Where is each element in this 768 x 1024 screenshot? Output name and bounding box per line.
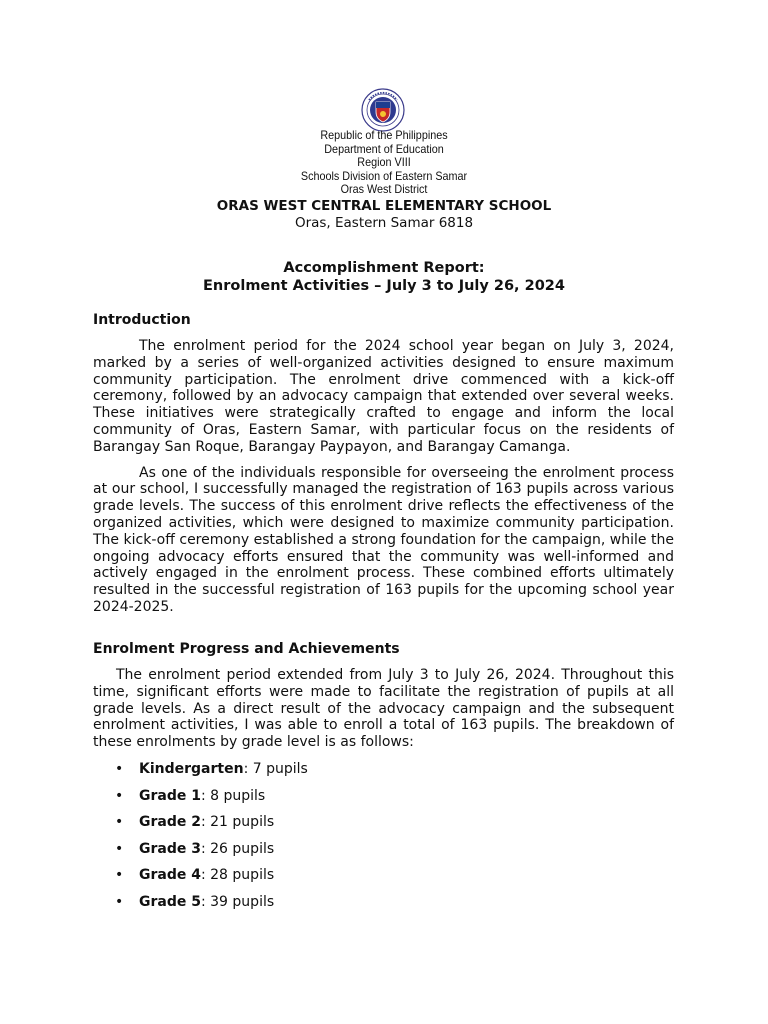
introduction-section	[93, 312, 674, 616]
introduction-paragraph-1: The enrolment period for the 2024 school year began on July 3, 2024, marked by a series of well-organized activities designed to ensure maximum community participation. The enrolment drive commenced with a kick-off ceremony, followed by an advocacy campaign that extended over several weeks. These initiatives were strategically crafted to engage and inform the local community of Oras, Eastern Samar, with particular focus on the residents of Barangay San Roque, Barangay Paypayon, and Barangay Camanga.	[93, 338, 674, 455]
header-line-region: Region VIII	[357, 155, 411, 170]
bullet-icon: •	[115, 867, 124, 883]
grade-label: Grade 1	[139, 787, 201, 804]
list-item	[93, 787, 674, 814]
header-line-department: Department of Education	[324, 141, 444, 156]
introduction-paragraph-2: As one of the individuals responsible for overseeing the enrolment process at our school, I successfully managed the registration of 163 pupils across various grade levels. The success of this enrolment drive reflects the effectiveness of the organized activities, which were designed to maximize community participation. The kick-off ceremony established a strong foundation for the campaign, while the ongoing advocacy efforts ensured that the community was well-informed and actively engaged in the enrolment process. These combined efforts ultimately resulted in the successful registration of 163 pupils for the upcoming school year 2024-2025.	[93, 464, 674, 615]
bullet-icon: •	[115, 761, 124, 777]
report-title	[0, 260, 768, 295]
list-item	[93, 866, 674, 893]
report-title-line2: Enrolment Activities – July 3 to July 26, 2024	[203, 277, 565, 294]
list-item	[93, 813, 674, 840]
bullet-icon: •	[115, 787, 124, 804]
grade-count: : 21 pupils	[200, 814, 275, 830]
bullet-icon: •	[115, 840, 124, 857]
school-name: ORAS WEST CENTRAL ELEMENTARY SCHOOL	[216, 197, 552, 214]
grade-label: Kindergarten	[139, 761, 244, 777]
progress-heading: Enrolment Progress and Achievements	[93, 641, 400, 657]
grade-count: : 7 pupils	[243, 761, 308, 777]
header-line-republic: Republic of the Philippines	[320, 128, 448, 142]
grade-count: : 8 pupils	[200, 787, 266, 804]
grade-label: Grade 4	[139, 867, 201, 883]
school-address: Oras, Eastern Samar 6818	[294, 214, 474, 231]
deped-seal-icon	[361, 88, 405, 132]
list-item	[93, 840, 674, 867]
grade-label: Grade 3	[139, 840, 201, 857]
grade-count: : 26 pupils	[200, 840, 275, 857]
header-line-district: Oras West District	[340, 182, 428, 197]
grade-count: : 39 pupils	[200, 893, 275, 910]
grade-label: Grade 5	[139, 893, 201, 910]
introduction-heading: Introduction	[93, 312, 191, 328]
list-item	[93, 893, 674, 920]
grade-count: : 28 pupils	[200, 867, 275, 883]
report-title-line1: Accomplishment Report:	[283, 260, 485, 276]
letterhead	[0, 129, 768, 231]
bullet-icon: •	[115, 893, 124, 910]
progress-paragraph: The enrolment period extended from July 3 to July 26, 2024. Throughout this time, significant efforts were made to facilitate the registration of pupils at all grade levels. As a direct result of the advocacy campaign and the subsequent enrolment activities, I was able to enroll a total of 163 pupils. The breakdown of these enrolments by grade level is as follows:	[93, 667, 674, 751]
bullet-icon: •	[115, 814, 124, 830]
header-line-division: Schools Division of Eastern Samar	[300, 168, 468, 183]
grade-list	[93, 760, 674, 919]
grade-label: Grade 2	[139, 814, 201, 830]
progress-section	[93, 641, 674, 751]
list-item	[93, 760, 674, 787]
